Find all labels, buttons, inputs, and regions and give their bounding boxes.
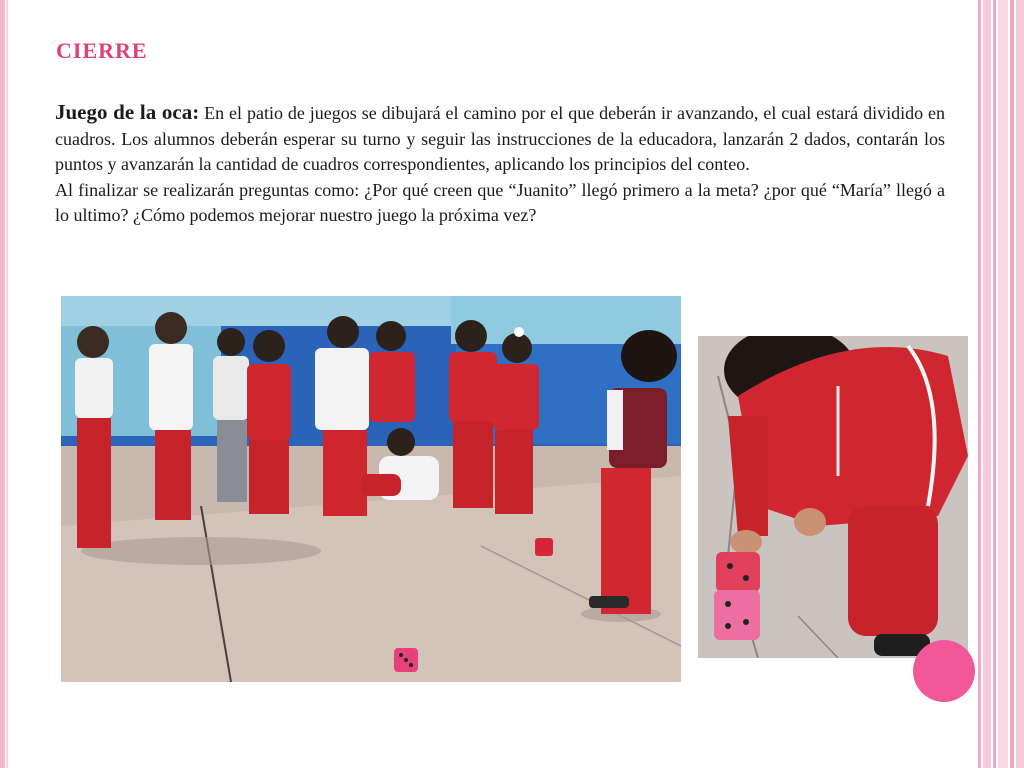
paragraph-activity — [55, 100, 945, 178]
child-with-dice-photo — [698, 336, 968, 658]
slide-title: CIERRE — [56, 38, 148, 63]
decorative-pink-circle — [913, 640, 975, 702]
slide-body — [55, 100, 945, 229]
paragraph-questions: Al finalizar se realizarán preguntas como: ¿Por qué creen que “Juanito” llegó primero a la meta? ¿por qué “María” llegó a lo ultimo? ¿Cómo podemos mejorar nuestro juego la próxima vez? — [55, 179, 945, 225]
activity-description: En el patio de juegos se dibujará el camino por el que deberán ir avanzando, el cual estará dividido en cuadros. Los alumnos deberán esperar su turno y seguir las instrucciones de la educadora, lanzarán 2 dados, contarán los puntos y avanzarán la cantidad de cuadros correspondientes, aplicando los principios del conteo. — [55, 103, 945, 174]
right-decorative-stripes — [978, 0, 1024, 768]
children-playing-photo — [61, 296, 681, 682]
activity-name: Juego de la oca: — [55, 100, 200, 124]
left-decorative-border — [0, 0, 12, 768]
